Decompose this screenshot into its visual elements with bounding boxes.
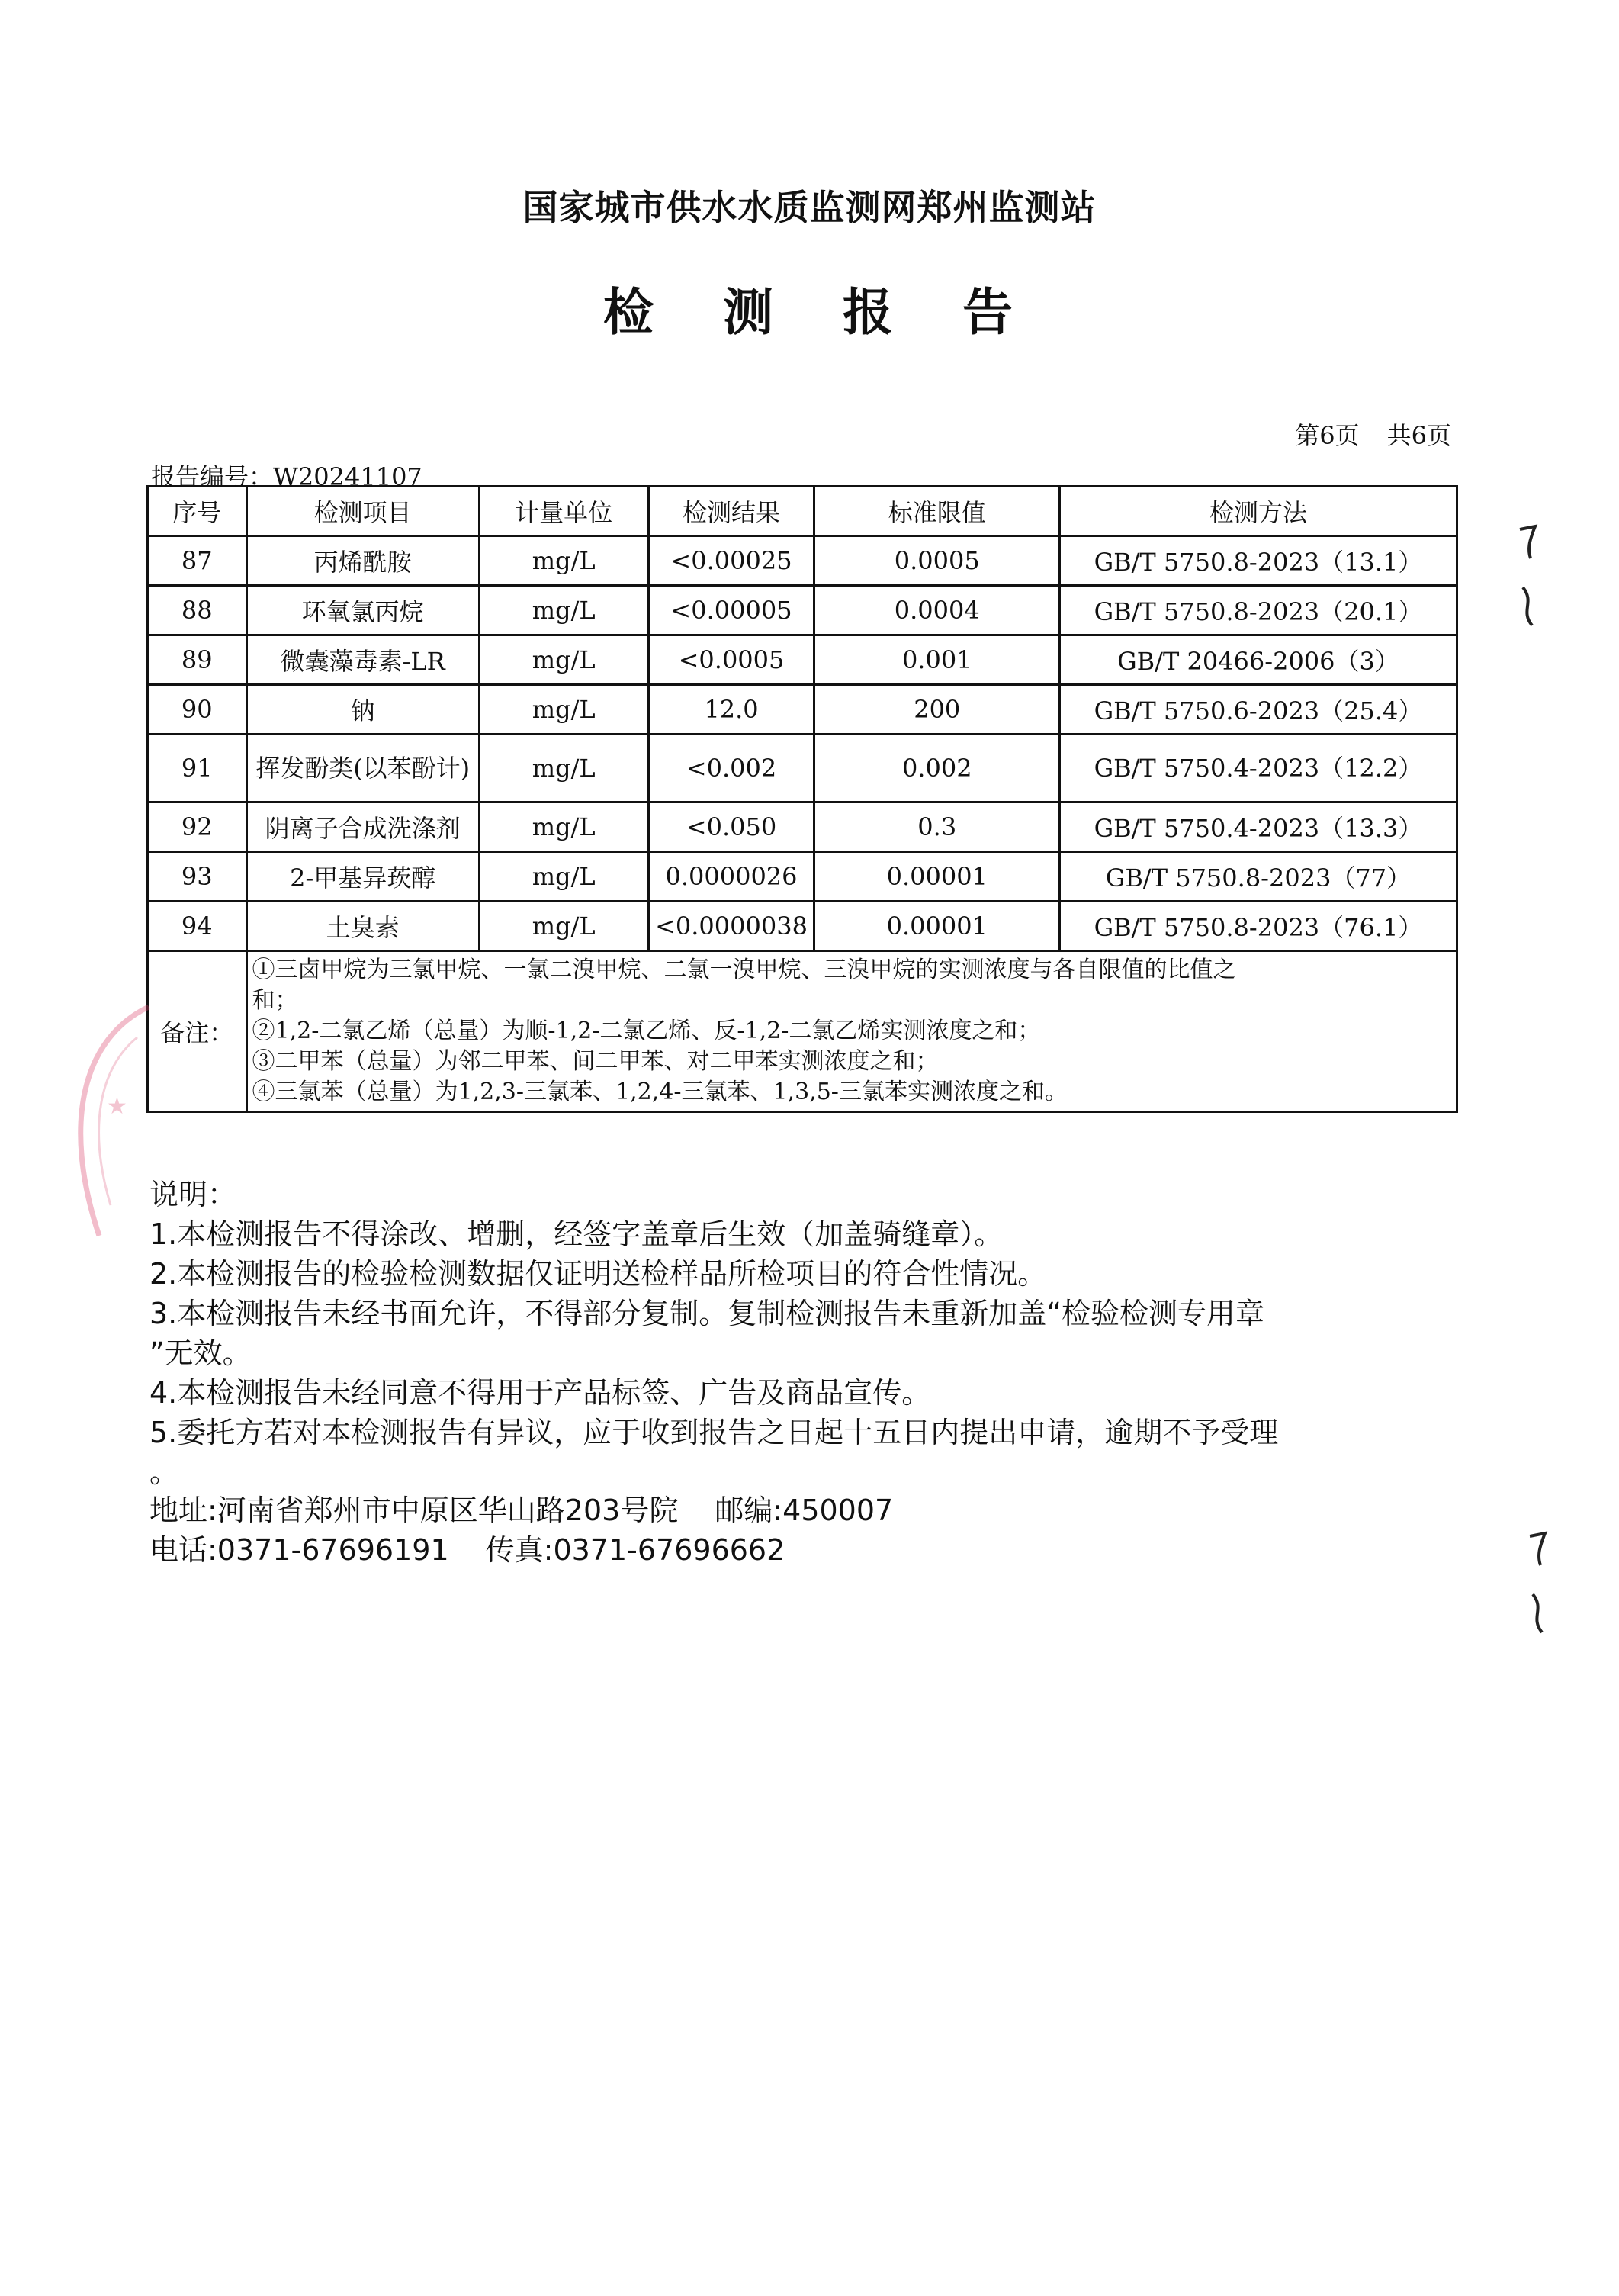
cell-unit: mg/L	[479, 852, 648, 902]
cell-unit: mg/L	[479, 536, 648, 586]
explanation-line: 。	[149, 1455, 179, 1489]
cell-limit: 0.0005	[814, 536, 1060, 586]
explanation-line: ”无效。	[149, 1336, 252, 1370]
cell-item: 丙烯酰胺	[246, 536, 479, 586]
table-row	[148, 536, 1457, 586]
table-row	[148, 685, 1457, 735]
cell-result: <0.00025	[648, 536, 814, 586]
cell-unit: mg/L	[479, 685, 648, 735]
cell-unit: mg/L	[479, 802, 648, 852]
explanation-line: 1.本检测报告不得涂改、增删，经签字盖章后生效（加盖骑缝章）。	[149, 1217, 1004, 1251]
cell-no: 94	[148, 902, 247, 951]
col-header-item: 检测项目	[246, 487, 479, 536]
cell-item: 钠	[246, 685, 479, 735]
note-line: ①三卤甲烷为三氯甲烷、一氯二溴甲烷、二氯一溴甲烷、三溴甲烷的实测浓度与各自限值的比值之	[252, 957, 1236, 983]
cell-method: GB/T 5750.4-2023（13.3）	[1060, 802, 1457, 852]
explanation-line: 2.本检测报告的检验检测数据仅证明送检样品所检项目的符合性情况。	[149, 1257, 1047, 1291]
table-row	[148, 735, 1457, 802]
cell-limit: 0.3	[814, 802, 1060, 852]
cell-method: GB/T 20466-2006（3）	[1060, 635, 1457, 685]
cell-item: 2-甲基异莰醇	[246, 852, 479, 902]
note-line: ②1,2-二氯乙烯（总量）为顺-1,2-二氯乙烯、反-1,2-二氯乙烯实测浓度之和；	[252, 1018, 1041, 1044]
col-header-result: 检测结果	[648, 487, 814, 536]
cell-item: 环氧氯丙烷	[246, 586, 479, 635]
table-row	[148, 586, 1457, 635]
cell-result: <0.050	[648, 802, 814, 852]
cell-no: 91	[148, 735, 247, 802]
fax: 传真:0371-67696662	[485, 1533, 785, 1567]
page-current: 第6页	[1295, 421, 1360, 450]
cell-method: GB/T 5750.6-2023（25.4）	[1060, 685, 1457, 735]
explanation-section	[149, 1175, 1461, 1492]
cell-item: 土臭素	[246, 902, 479, 951]
cell-result: <0.0005	[648, 635, 814, 685]
cell-no: 89	[148, 635, 247, 685]
col-header-method: 检测方法	[1060, 487, 1457, 536]
cell-unit: mg/L	[479, 635, 648, 685]
col-header-limit: 标准限值	[814, 487, 1060, 536]
report-number-value: W20241107	[273, 462, 422, 491]
signature-mark	[1514, 519, 1544, 587]
address: 地址:河南省郑州市中原区华山路203号院	[149, 1494, 679, 1527]
cell-limit: 0.00001	[814, 852, 1060, 902]
cell-unit: mg/L	[479, 586, 648, 635]
cell-limit: 0.0004	[814, 586, 1060, 635]
signature-mark	[1514, 580, 1544, 648]
notes-body	[246, 951, 1457, 1112]
col-header-unit: 计量单位	[479, 487, 648, 536]
cell-method: GB/T 5750.8-2023（20.1）	[1060, 586, 1457, 635]
cell-limit: 0.002	[814, 735, 1060, 802]
cell-result: 0.0000026	[648, 852, 814, 902]
results-table	[146, 485, 1458, 1113]
cell-no: 88	[148, 586, 247, 635]
table-row	[148, 902, 1457, 951]
explanation-line: 4.本检测报告未经同意不得用于产品标签、广告及商品宣传。	[149, 1376, 931, 1410]
signature-mark	[1524, 1526, 1554, 1594]
contact-info	[149, 1490, 893, 1570]
table-header-row	[148, 487, 1457, 536]
cell-item: 挥发酚类(以苯酚计)	[246, 735, 479, 802]
cell-result: <0.002	[648, 735, 814, 802]
cell-method: GB/T 5750.8-2023（76.1）	[1060, 902, 1457, 951]
cell-method: GB/T 5750.8-2023（13.1）	[1060, 536, 1457, 586]
explanation-line: 5.委托方若对本检测报告有异议，应于收到报告之日起十五日内提出申请，逾期不予受理	[149, 1416, 1279, 1449]
cell-limit: 200	[814, 685, 1060, 735]
organization-name: 国家城市供水水质监测网郑州监测站	[522, 187, 1097, 228]
report-title: 检 测 报 告	[603, 283, 1016, 342]
explanation-line: 3.本检测报告未经书面允许，不得部分复制。复制检测报告未重新加盖“检验检测专用章	[149, 1297, 1264, 1330]
cell-limit: 0.001	[814, 635, 1060, 685]
seal-stamp	[53, 992, 153, 1243]
phone: 电话:0371-67696191	[149, 1533, 449, 1567]
notes-row	[148, 951, 1457, 1112]
cell-unit: mg/L	[479, 902, 648, 951]
note-line: 和；	[252, 987, 298, 1014]
cell-item: 微囊藻毒素-LR	[246, 635, 479, 685]
cell-result: <0.0000038	[648, 902, 814, 951]
cell-no: 93	[148, 852, 247, 902]
table-row	[148, 635, 1457, 685]
cell-method: GB/T 5750.8-2023（77）	[1060, 852, 1457, 902]
cell-unit: mg/L	[479, 735, 648, 802]
table-row	[148, 852, 1457, 902]
cell-result: 12.0	[648, 685, 814, 735]
page-indicator	[1295, 416, 1451, 452]
cell-limit: 0.00001	[814, 902, 1060, 951]
postcode: 邮编:450007	[715, 1494, 894, 1527]
cell-item: 阴离子合成洗涤剂	[246, 802, 479, 852]
signature-mark	[1524, 1587, 1554, 1655]
page-total: 共6页	[1386, 421, 1451, 450]
col-header-no: 序号	[148, 487, 247, 536]
cell-no: 90	[148, 685, 247, 735]
note-line: ④三氯苯（总量）为1,2,3-三氯苯、1,2,4-三氯苯、1,3,5-三氯苯实测浓度之和。	[252, 1079, 1068, 1105]
cell-no: 87	[148, 536, 247, 586]
cell-no: 92	[148, 802, 247, 852]
notes-label: 备注：	[148, 951, 247, 1112]
cell-method: GB/T 5750.4-2023（12.2）	[1060, 735, 1457, 802]
svg-text:★: ★	[107, 1093, 127, 1120]
explanation-heading: 说明：	[149, 1178, 237, 1211]
cell-result: <0.00005	[648, 586, 814, 635]
report-number-label: 报告编号：	[151, 462, 274, 491]
note-line: ③二甲苯（总量）为邻二甲苯、间二甲苯、对二甲苯实测浓度之和；	[252, 1048, 939, 1075]
table-row	[148, 802, 1457, 852]
